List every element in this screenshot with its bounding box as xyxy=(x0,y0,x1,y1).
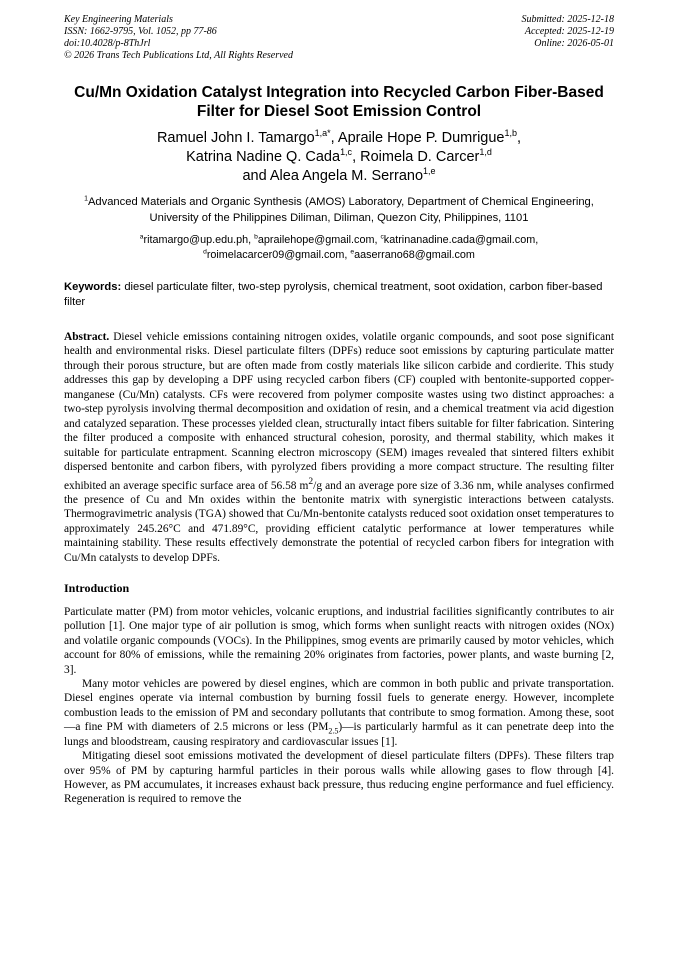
email-marker: d xyxy=(203,247,207,255)
affiliation-text: Advanced Materials and Organic Synthesis (AMOS) Laboratory, Department of Chemical Engineering, University of the Philippines Diliman, Diliman, Quezon City, Philippines, 1101 xyxy=(87,196,594,224)
introduction-heading: Introduction xyxy=(64,581,130,596)
paper-title: Cu/Mn Oxidation Catalyst Integration into Recycled Carbon Fiber-Based Filter for Diesel Soot Emission Control xyxy=(74,84,604,120)
affiliation xyxy=(64,194,614,226)
author-list xyxy=(64,129,614,186)
author-name: and Alea Angela M. Serrano xyxy=(242,168,424,184)
author-separator: , xyxy=(330,130,338,146)
author-affiliation-marker: 1,a* xyxy=(314,128,331,139)
copyright-line: © 2026 Trans Tech Publications Ltd, All Rights Reserved xyxy=(64,50,293,61)
abstract-label: Abstract. xyxy=(64,331,110,343)
email-address[interactable]: aaserrano68@gmail.com xyxy=(354,248,475,261)
affiliation-marker: 1 xyxy=(84,195,88,203)
submitted-date: Submitted: 2025-12-18 xyxy=(521,14,614,25)
author-name: Apraile Hope P. Dumrigue xyxy=(337,130,505,146)
email-address[interactable]: aprailehope@gmail.com xyxy=(257,234,375,246)
journal-header xyxy=(64,14,614,62)
author-name: Roimela D. Carcer xyxy=(360,149,480,165)
introduction-paragraph: Particulate matter (PM) from motor vehicles, volcanic eruptions, and industrial facilities significantly contributes to air pollution [1]. One major type of air pollution is smog, which forms when sunlight reacts with nitrogen oxides (NOx) and volatile organic compounds (VOCs). In the Philippines, smog events are primarily caused by motor vehicles, which account for 80% of emissions, while the remaining 20% originates from factories, power plants, and waste burning [2, 3]. xyxy=(64,606,614,676)
online-date: Online: 2026-05-01 xyxy=(534,38,614,49)
introduction-paragraph: Many motor vehicles are powered by diesel engines, which are common in both public and private transportation. Diesel engines operate via internal combustion by burning fossil fuels to generate energy. However, incomplete combustion leads to the emission of PM and secondary pollutants that contribute to smog formation. Among these, soot—a fine PM with diameters of 2.5 microns or less $(PM_{2.5})—is$ particularly harmful as it can penetrate deep into the lungs and bloodstream, causing respiratory and cardiovascular issues [1]. xyxy=(64,678,614,748)
keywords-label: Keywords: xyxy=(64,281,122,293)
author-separator: , xyxy=(352,149,361,165)
doi-link[interactable]: doi:10.4028/p-8ThJrl xyxy=(64,38,151,49)
abstract-section xyxy=(64,330,614,565)
email-marker: a xyxy=(139,233,144,241)
introduction-body xyxy=(64,605,614,807)
email-marker: e xyxy=(350,247,355,255)
accepted-date: Accepted: 2025-12-19 xyxy=(524,26,614,37)
author-affiliation-marker: 1,e xyxy=(423,166,436,177)
author-name: Ramuel John I. Tamargo xyxy=(156,130,315,146)
author-affiliation-marker: 1,c xyxy=(340,147,353,158)
email-marker: b xyxy=(254,233,258,241)
email-address[interactable]: katrinanadine.cada@gmail.com xyxy=(383,234,536,246)
keywords-section xyxy=(64,280,614,310)
journal-name: Key Engineering Materials xyxy=(64,14,173,25)
author-emails: $^a$ritamargo@up.edu.ph, $^b$aprailehope@gmail.com, $^c$katrinanadine.cada@gmail.com, $^d$roimelacarcer09@gmail.com, $^e$aaserrano68@gmail.com xyxy=(139,233,539,261)
abstract-superscript: 2 xyxy=(308,476,314,487)
publication-dates xyxy=(522,14,615,62)
abstract-text: Diesel vehicle emissions containing nitrogen oxides, volatile organic compounds, and soot pose significant health and environmental risks. Diesel particulate filters (DPFs) reduce soot emissions by capturing particulate matter through their porous structure, but are often made from costly materials like silicon carbide and cordierite. This study addresses this gap by developing a DPF using recycled carbon fibers (CF) coupled with bentonite-supported copper-manganese (Cu/Mn) catalysts. CFs were recovered from polymer composite wastes using two distinct approaches: a two-step pyrolysis involving thermal decomposition and oxidation of resin, and a chemical treatment via acid digestion and catalyzed separation. These processes yielded clean, structurally intact fibers suitable for filter fabrication. Sintering the filter produced a composite with enhanced structural cohesion, porosity, and thermal stability, which makes it suitable for particulate entrapment. Scanning electron microscopy (SEM) images revealed that sintered filters exhibit dispersed bentonite and carbon fibers, with pyrolyzed fibers providing a more compact structure. The resulting filter exhibited an average specific surface area of 56.58 m xyxy=(64,331,614,492)
issn-line: ISSN: 1662-9795, Vol. 1052, pp 77-86 xyxy=(64,26,217,37)
email-address[interactable]: roimelacarcer09@gmail.com xyxy=(206,248,345,261)
author-name: Katrina Nadine Q. Cada xyxy=(186,149,341,165)
journal-info xyxy=(64,14,293,62)
email-address[interactable]: ritamargo@up.edu.ph xyxy=(143,234,249,246)
email-marker: c xyxy=(380,233,384,241)
abstract-text-continued: /g and an average pore size of 3.36 nm, while analyses confirmed the presence of Cu and Mn oxides within the bentonite matrix with synergistic interactions between catalysts. Thermogravimetric analysis (TGA) showed that Cu/Mn-bentonite catalysts reduced soot oxidation onset temperatures to approximately 245.26°C and 471.89°C, providing efficient catalytic performance at lower temperatures while maintaining stability. These results effectively demonstrate the potential of recycled carbon fibers for integration with Cu/Mn catalysts to develop DPFs. xyxy=(64,479,614,564)
introduction-paragraph: Mitigating diesel soot emissions motivated the development of diesel particulate filters (DPFs). These filters trap over 95% of PM by capturing harmful particles in their porous walls while allowing gases to flow through [4]. However, as PM accumulates, it increases exhaust back pressure, thus reducing engine performance and fuel efficiency. Regeneration is required to remove the xyxy=(64,750,614,806)
article-page xyxy=(64,14,614,807)
author-affiliation-marker: 1,b xyxy=(504,128,517,139)
author-affiliation-marker: 1,d xyxy=(479,147,492,158)
author-separator: , xyxy=(517,130,522,146)
keywords-text: diesel particulate filter, two-step pyrolysis, chemical treatment, soot oxidation, carbon fiber-based filter xyxy=(64,281,603,308)
